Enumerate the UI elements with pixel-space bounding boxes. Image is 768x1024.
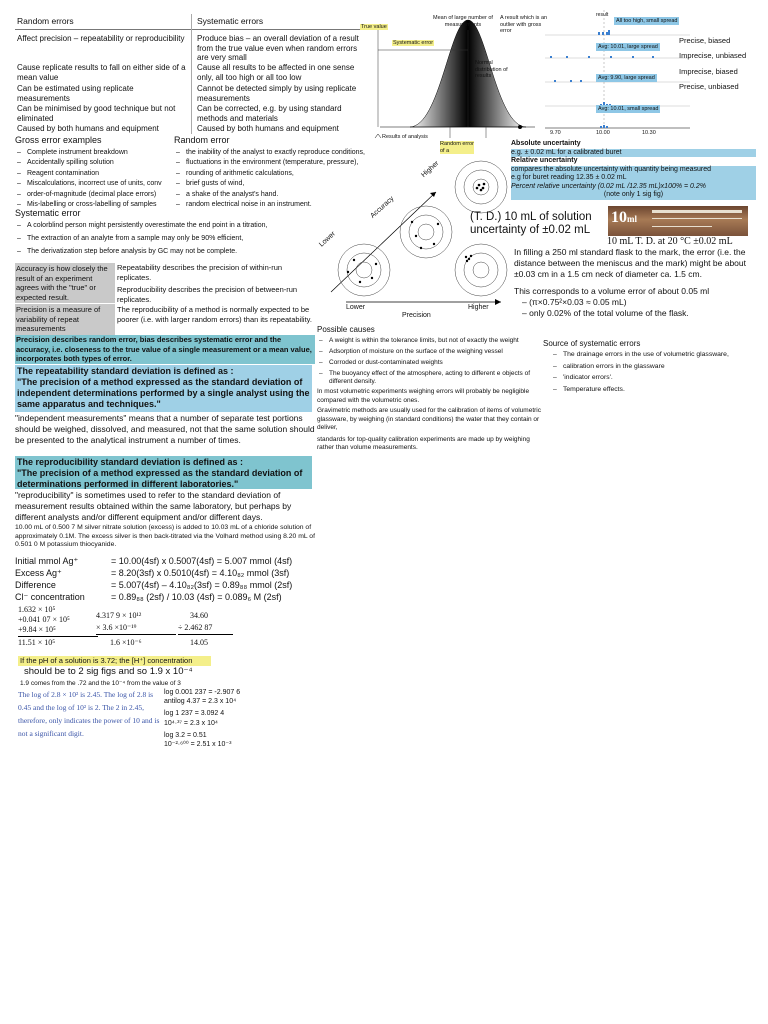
cause-item: – Adsorption of moisture on the surface of the weighing vessel — [317, 348, 542, 356]
accuracy-definition: Accuracy is how closely the result of an experiment agrees with the "true" or expected result. — [15, 263, 115, 303]
repeatability-box — [15, 365, 312, 412]
ph-line-3: 1.9 comes from the .72 and the 10⁻⁴ from the value of 3 — [20, 680, 181, 687]
desc-1: Precise, biased — [679, 36, 731, 45]
calc-expr: = 0.89₈₈ (2sf) / 10.03 (4sf) = 0.089₆ M (2sf) — [111, 592, 282, 602]
systematic-row-1: Produce bias – an overall deviation of a result from the true value even when random errors are very small — [197, 34, 359, 63]
log-ex: 10⁴·³⁷ = 2.3 x 10⁴ — [164, 719, 218, 727]
precision-definition: Precision is a measure of variability of repeat measurements — [15, 304, 115, 336]
cause-item: – The buoyancy effect of the atmosphere, acting to different e objects of different density. — [317, 370, 542, 386]
cause-item: – A weight is within the tolerance limits, but not of exactly the weight — [317, 337, 542, 345]
reproducibility-box — [15, 456, 312, 489]
desc-4: Precise, unbiased — [679, 82, 739, 91]
col-systematic-header: Systematic errors — [197, 16, 264, 26]
log-ex: log 0.001 237 = -2.907 6 — [164, 689, 241, 696]
sci-add-1: 1.632 × 10⁵ — [18, 605, 56, 614]
systematic-error-label: Systematic error — [393, 40, 434, 46]
reproducibility-explain: "reproducibility" is sometimes used to refer to the standard deviation of measurement results obtained within the same laboratory, but perhaps by different analysts and/or different equipment and/or different days. — [15, 490, 292, 522]
ph-line-2 — [24, 666, 193, 678]
random-item: – the inability of the analyst to exactly reproduce conditions, — [174, 148, 389, 159]
tick-3: 10.30 — [642, 130, 656, 136]
possible-causes — [317, 325, 542, 453]
systematic-error-list — [15, 208, 315, 257]
random-item: – random electrical noise in an instrument. — [174, 200, 389, 211]
reproducibility-title: The reproducibility standard deviation is defined as : — [17, 457, 244, 467]
source-item: – The drainage errors in the use of volumetric glassware, — [551, 349, 758, 361]
causes-text-2: Gravimetric methods are usually used for the calibration of items of volumetric glassware, by weighing (in standard conditions) the water that they contain or deliver, — [317, 407, 541, 431]
random-error-label: Random error of a — [440, 141, 474, 154]
results-label: Results of analysis — [382, 134, 428, 140]
pct-uncertainty: Percent relative uncertainty (0.02 mL /12.35 mL)x100% = 0.2% — [511, 183, 756, 192]
flask-caption — [470, 211, 592, 237]
random-item: – a shake of the analyst's hand. — [174, 190, 389, 201]
systematic-error-title: Systematic error — [15, 208, 81, 218]
abs-uncertainty-title: Absolute uncertainty — [511, 140, 581, 147]
ph-conclusion: should be to 2 sig figs and so 1.9 x 10⁻⁴ — [24, 666, 193, 677]
normal-dist-label: Normal distribution of results — [475, 60, 508, 79]
random-row-1: Affect precision – repeatability or reproducibility — [17, 34, 185, 43]
precision-summary: Precision describes random error, bias describes systematic error and the accuracy, i.e. closeness to the true value of a single measurement or a mean value, incorporates both types of error. — [15, 335, 315, 364]
flask-caption-1: (T. D.) 10 mL of solution — [470, 211, 592, 223]
calc-table — [15, 555, 335, 603]
flask-paragraph: In filling a 250 ml standard flask to the mark, the error (i.e. the distance between the meniscus and the mark) might be about ±0.03 cm in a 1.5 cm neck of diameter ca. 1.5 cm. — [514, 247, 746, 279]
source-item: – Temperature effects. — [551, 384, 758, 396]
sci-mul-2: × 3.6 ×10⁻¹⁹ — [96, 623, 137, 632]
sci-div-2: ÷ 2.462 87 — [178, 623, 213, 632]
calc-label: Excess Ag⁺ — [15, 568, 62, 578]
gross-item: – Complete instrument breakdown — [15, 148, 190, 159]
reproducibility-quote: "The precision of a method expressed as the standard deviation of determinations performed in different laboratories." — [17, 468, 303, 489]
gross-item: – Mis-labelling or cross-labelling of samples — [15, 200, 190, 211]
accuracy-label: Accuracy — [369, 195, 396, 220]
log-ex: antilog 4.37 = 2.3 x 10⁴ — [164, 698, 237, 706]
sci-add-3: +9.84 × 10⁵ — [18, 625, 56, 634]
flask-text — [514, 247, 754, 319]
flask-caption-2: uncertainty of ±0.02 mL — [470, 224, 591, 236]
log-explanation: The log of 2.8 × 10² is 2.45. The log of 2.8 is 0.45 and the log of 10² is 2. The 2 in 2.45, therefore, only indicates the power of 10 and is not a significant digit. — [18, 690, 160, 738]
random-row-5: Caused by both humans and equipment — [17, 124, 159, 133]
gross-item: – Miscalculations, incorrect use of units, conv — [15, 179, 190, 190]
tick-1: 9.70 — [550, 130, 561, 136]
precision-label: Precision — [402, 312, 431, 319]
random-item: – brief gusts of wind, — [174, 179, 389, 190]
calc-label: Cl⁻ concentration — [15, 592, 85, 602]
col-random-header: Random errors — [17, 16, 74, 26]
sci-add-2: +0.041 07 × 10⁵ — [18, 615, 70, 624]
log-ex: log 1 237 = 3.092 4 — [164, 710, 225, 718]
outlier-dot — [518, 125, 522, 129]
target-svg — [316, 152, 511, 327]
sci-div-1: 34.60 — [190, 611, 208, 620]
calc-expr: = 5.007(4sf) – 4.10₈₂(3sf) = 0.89₈₈ mmol (2sf) — [111, 580, 293, 590]
higher-axis-label: Higher — [468, 304, 489, 311]
higher-label: Higher — [420, 159, 441, 180]
repeatability-explain: "independent measurements" means that a number of separate test portions should be weighed, dissolved, and measured, not that the same solution should be presented to the analytical instrument a number of times. — [15, 413, 315, 445]
pipette-photo: 10ml — [608, 206, 748, 236]
rel-uncertainty-text-1: compares the absolute uncertainty with quantity being measured — [511, 166, 756, 175]
source-item: – calibration errors in the glassware — [551, 361, 758, 373]
log-ex: log 3.2 = 0.51 — [164, 731, 207, 739]
calc-expr: = 8.20(3sf) x 0.5010(4sf) = 4.10₈₂ mmol (3sf) — [111, 568, 290, 578]
flask-volume-error: This corresponds to a volume error of about 0.05 ml — [514, 286, 710, 296]
random-item: – fluctuations in the environment (temperature, pressure), — [174, 158, 389, 169]
gross-title: Gross error examples — [15, 135, 102, 145]
random-row-2: Cause replicate results to fall on either side of a mean value — [17, 63, 186, 82]
cause-item: – Corroded or dust-contaminated weights — [317, 359, 542, 367]
causes-title: Possible causes — [317, 325, 375, 334]
flask-formula: – (π×0.75²×0.03 ≈ 0.05 mL) — [522, 297, 627, 307]
systematic-row-3: Cannot be detected simply by using replicate measurements — [197, 84, 357, 103]
desc-3: Imprecise, biased — [679, 67, 738, 76]
result-label: result — [596, 12, 609, 18]
systematic-item: – The derivatization step before analysis by GC may not be complete. — [15, 247, 315, 257]
pipette-label: 10 mL T. D. at 20 °C ±0.02 mL — [607, 236, 733, 247]
reproducibility-text: Reproducibility describes the precision of between-run replicates. — [117, 285, 298, 304]
systematic-row-5: Caused by both humans and equipment — [197, 124, 339, 133]
desc-2: Imprecise, unbiased — [679, 51, 747, 60]
random-row-3: Can be estimated using replicate measurements — [17, 84, 134, 103]
systematic-row-2: Cause all results to be affected in one sense only, all too high or all too low — [197, 63, 355, 82]
gross-item: – Accidentally spilling solution — [15, 158, 190, 169]
calc-label: Difference — [15, 580, 56, 590]
uncertainty-note: (note only 1 sig fig) — [511, 191, 756, 200]
reproducibility-definition — [117, 285, 315, 304]
repeatability-quote: "The precision of a method expressed as the standard deviation of independent determinations performed by a single analyst using the same apparatus and techniques." — [17, 377, 310, 409]
systematic-item: – A colorblind person might persistently overestimate the end point in a titration, — [15, 221, 295, 231]
systematic-row-4: Can be corrected, e.g. by using standard methods and materials — [197, 104, 342, 123]
source-item: – 'indicator errors'. — [551, 372, 758, 384]
repeatability-text: Repeatability describes the precision of within-run replicates. — [117, 263, 283, 282]
true-value-label: True value — [361, 24, 387, 30]
lower-label: Lower — [318, 230, 337, 249]
calc-expr: = 10.00(4sf) x 0.5007(4sf) = 5.007 mmol (4sf) — [111, 556, 293, 566]
ph-line-1: If the pH of a solution is 3.72; the [H⁺] concentration — [18, 656, 211, 666]
rel-uncertainty-title: Relative uncertainty — [511, 157, 578, 164]
log-ex: 10⁻²·⁶⁰⁰ = 2.51 x 10⁻³ — [164, 741, 232, 749]
mean-label: Mean of large number of measurements — [433, 15, 493, 28]
gross-item: – Reagent contamination — [15, 169, 190, 180]
repeatability-title: The repeatability standard deviation is defined as : — [17, 366, 234, 376]
dotplot — [540, 10, 765, 140]
random-item: – rounding of arithmetic calculations, — [174, 169, 389, 180]
lower-axis-label: Lower — [346, 304, 366, 311]
sci-add-4: 11.51 × 10⁵ — [18, 638, 56, 647]
tick-2: 10.00 — [596, 130, 610, 136]
repeatability-definition — [117, 263, 315, 282]
calc-label: Initial mmol Ag⁺ — [15, 556, 79, 566]
sci-mul-3: 1.6 ×10⁻⁶ — [110, 638, 142, 647]
uncertainty-block — [511, 140, 756, 200]
causes-text-3: standards for top-quality calibration experiments are made up by weighing rather than volume measurements. — [317, 435, 530, 451]
avg-2: Avg: 9.90, large spread — [598, 75, 655, 81]
log-examples — [164, 688, 274, 749]
abs-uncertainty-text: e.g. ± 0.02 mL for a calibrated buret — [511, 149, 756, 158]
avg-1: Avg: 10.01, large spread — [598, 44, 658, 50]
avg-3: Avg: 10.01, small spread — [598, 106, 659, 112]
sci-arithmetic — [18, 605, 228, 655]
flask-only: – only 0.02% of the total volume of the flask. — [522, 308, 689, 318]
systematic-item: – The extraction of an analyte from a sample may only be 90% efficient, — [15, 234, 315, 244]
random-row-4: Can be minimised by good technique but not eliminated — [17, 104, 176, 123]
target-diagram — [316, 152, 511, 327]
legend-badge: All too high, small spread — [616, 18, 678, 24]
outlier-text: A result which is an outlier with gross error — [500, 15, 548, 34]
gross-item: – order-of-magnitude (decimal place errors) — [15, 190, 190, 201]
sci-mul-1: 4.317 9 × 10¹² — [96, 611, 142, 620]
gross-errors — [15, 135, 190, 211]
sci-div-3: 14.05 — [190, 638, 208, 647]
sources-title: Source of systematic errors — [543, 339, 641, 348]
reproducibility-note: The reproducibility of a method is normally expected to be poorer (i.e. with larger random errors) than its repeatability. — [117, 305, 312, 324]
rel-uncertainty-text-2: e.g for buret reading 12.35 ± 0.02 mL — [511, 174, 756, 183]
causes-text-1: In most volumetric experiments weighing errors will probably be negligible compared with the volumetric ones. — [317, 388, 530, 404]
random-error-title: Random error — [174, 135, 230, 145]
systematic-sources — [543, 339, 758, 395]
calc-intro: 10.00 mL of 0.500 7 M silver nitrate solution (excess) is added to 10.03 mL of a chloride solution of approximately 0.1M. The excess silver is then back-titrated via the Volhard method using 8.20 mL of 0.501 0 M potassium thiocyanide. — [15, 524, 315, 548]
